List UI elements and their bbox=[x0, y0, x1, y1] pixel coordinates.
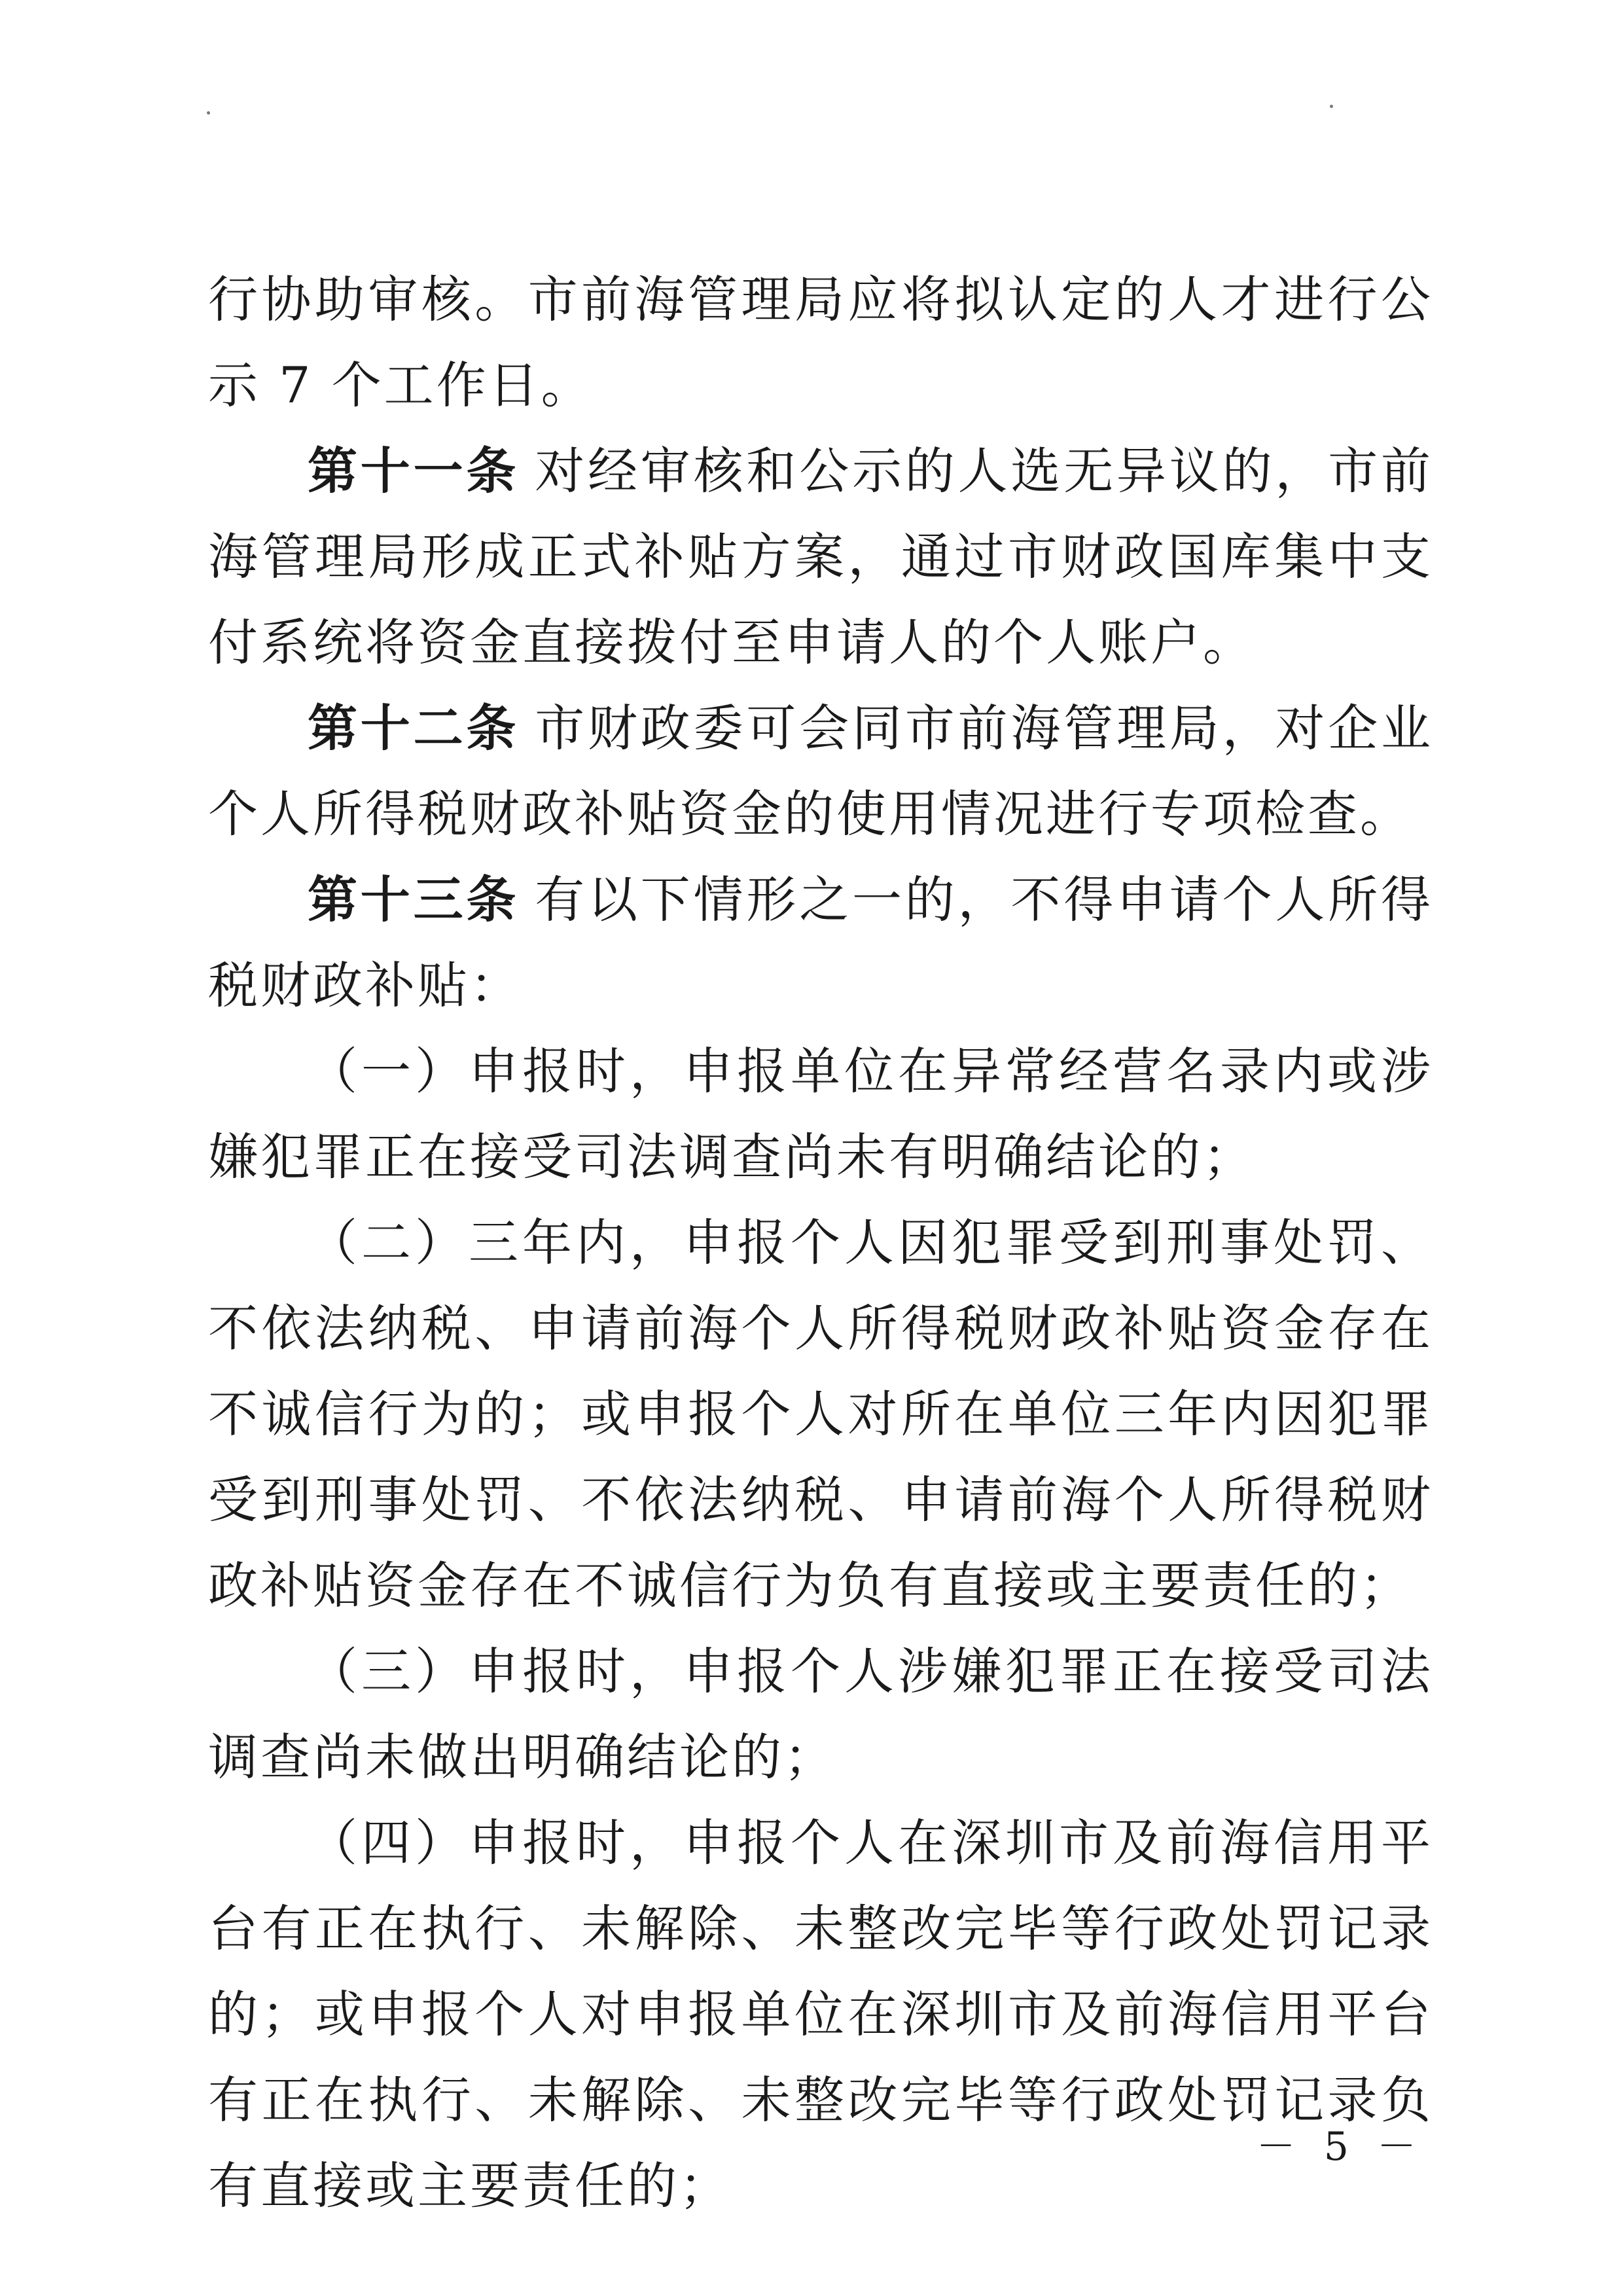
scan-artifact-dot bbox=[207, 111, 210, 115]
paragraph bbox=[208, 685, 1433, 857]
paragraph-text: 行协助审核。市前海管理局应将拟认定的人才进行公示 7 个工作日。 bbox=[208, 270, 1433, 414]
paragraph bbox=[208, 257, 1433, 428]
page-number: － 5 － bbox=[1256, 2124, 1424, 2170]
scan-artifact-dot bbox=[1330, 105, 1333, 108]
paragraph bbox=[208, 1800, 1433, 2229]
paragraph bbox=[208, 428, 1433, 685]
paragraph bbox=[208, 857, 1433, 1028]
paragraph-text: （四）申报时，申报个人在深圳市及前海信用平台有正在执行、未解除、未整改完毕等行政处罚记录的；或申报个人对申报单位在深圳市及前海信用平台有正在执行、未解除、未整改完毕等行政处罚记录负有直接或主要责任的； bbox=[208, 1814, 1433, 2215]
article-heading: 第十一条 bbox=[308, 442, 520, 500]
paragraph-text: （一）申报时，申报单位在异常经营名录内或涉嫌犯罪正在接受司法调查尚未有明确结论的； bbox=[208, 1042, 1433, 1186]
paragraph-text: （三）申报时，申报个人涉嫌犯罪正在接受司法调查尚未做出明确结论的； bbox=[208, 1642, 1433, 1786]
paragraph-text: 市财政委可会同市前海管理局，对企业个人所得税财政补贴资金的使用情况进行专项检查。 bbox=[208, 699, 1434, 843]
paragraph-text: 对经审核和公示的人选无异议的，市前海管理局形成正式补贴方案，通过市财政国库集中支付系统将资金直接拨付至申请人的个人账户。 bbox=[208, 442, 1434, 672]
paragraph-text: 有以下情形之一的，不得申请个人所得税财政补贴： bbox=[208, 870, 1434, 1014]
article-heading: 第十三条 bbox=[308, 870, 520, 929]
document-body bbox=[208, 257, 1433, 2229]
paragraph bbox=[208, 1200, 1433, 1628]
article-heading: 第十二条 bbox=[308, 699, 520, 757]
paragraph bbox=[208, 1028, 1433, 1200]
paragraph bbox=[208, 1628, 1433, 1800]
paragraph-text: （二）三年内，申报个人因犯罪受到刑事处罚、不依法纳税、申请前海个人所得税财政补贴资金存在不诚信行为的；或申报个人对所在单位三年内因犯罪受到刑事处罚、不依法纳税、申请前海个人所得税财政补贴资金存在不诚信行为负有直接或主要责任的； bbox=[208, 1213, 1433, 1615]
